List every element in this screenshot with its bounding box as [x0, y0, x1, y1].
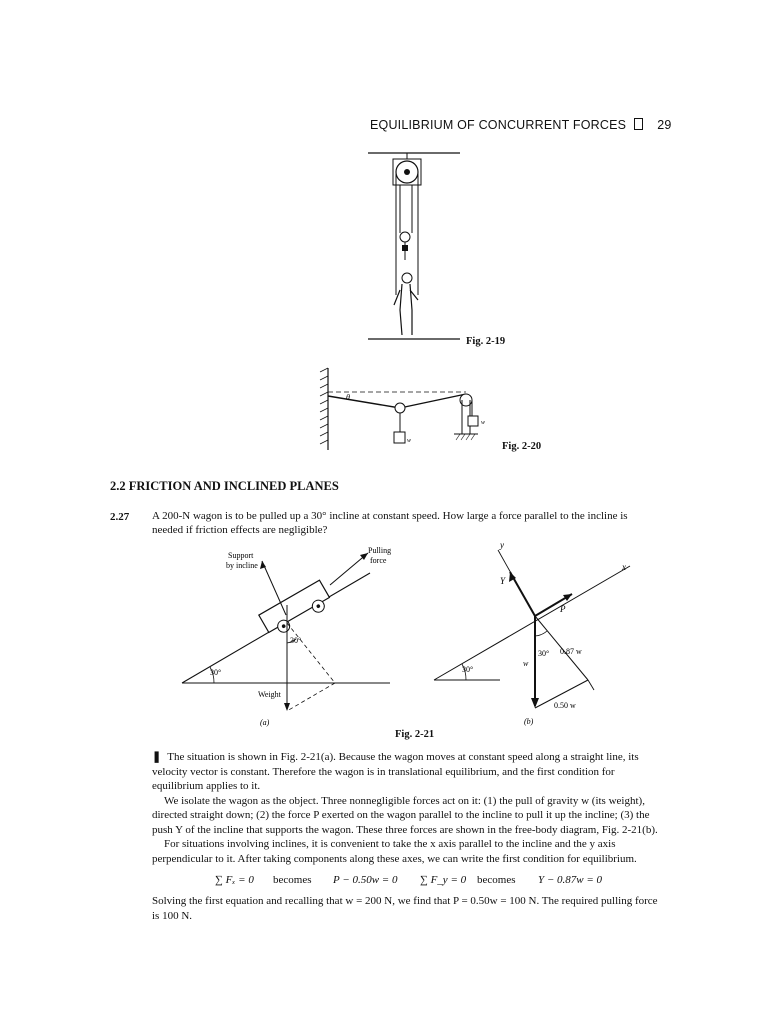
- figure-2-19-diagram: [360, 145, 480, 345]
- page-number: 29: [657, 118, 672, 132]
- fig-2-21a-angle-inline: 30°: [290, 636, 302, 645]
- figure-2-21b-diagram: [430, 540, 640, 730]
- equation-2-becomes: becomes: [477, 874, 516, 886]
- fig-2-21b-sublabel: (b): [524, 717, 534, 726]
- section-heading: 2.2 FRICTION AND INCLINED PLANES: [110, 479, 339, 493]
- fig-2-21a-pulling-2: force: [370, 556, 387, 565]
- figure-2-21a-diagram: [180, 545, 400, 730]
- fig-2-21a-support-1: Support: [228, 551, 254, 560]
- solution-paragraph-2: We isolate the wagon as the object. Three nonnegligible forces act on it: (1) the pull of gravity w (its weight), directed straight down; (2) the force P exerted on the wagon parallel to the incline to pull it up the incline; (3) the push Y of the incline that supports the wagon. These three forces are shown in the free-body diagram, Fig. 2-21(b).: [152, 794, 658, 836]
- fig-2-21a-weight: Weight: [258, 690, 281, 699]
- equation-1-rhs: P − 0.50w = 0: [333, 874, 398, 886]
- solution-paragraph-3: For situations involving inclines, it is convenient to take the x axis parallel to the incline and the y axis perpendicular to it. After taking components along these axes, we can write the first condition for equilibrium.: [152, 838, 637, 865]
- solution-body: [152, 750, 658, 866]
- fig-2-21b-angle-inline: 30°: [538, 649, 550, 658]
- fig-2-21b-comp-par: 0.50 w: [554, 701, 576, 710]
- figure-2-19-label: Fig. 2-19: [466, 336, 506, 347]
- fig-2-21b-angle-base: 30°: [462, 665, 474, 674]
- fig-2-21a-pulling-1: Pulling: [368, 546, 392, 555]
- fig-2-21a-angle-base: 30°: [210, 668, 222, 677]
- equation-2-rhs: Y − 0.87w = 0: [538, 874, 603, 886]
- section-box-icon: [634, 118, 643, 130]
- fig-2-21b-Y-label: Y: [500, 576, 506, 586]
- solution-paragraph-1: ❚ The situation is shown in Fig. 2-21(a). Because the wagon moves at constant speed along a straight line, its velocity vector is constant. Therefore the wagon is in translational equilibrium, and the first condition for equilibrium applies to it.: [152, 751, 639, 792]
- fig-2-21b-w-label: w: [523, 659, 529, 668]
- fig-2-21b-y-axis: y: [500, 540, 504, 550]
- figure-2-20-diagram: [316, 364, 506, 454]
- figure-2-20-label: Fig. 2-20: [502, 441, 542, 452]
- fig-2-20-weight-1: w: [407, 438, 412, 444]
- problem-number: 2.27: [110, 511, 130, 523]
- fig-2-20-angle: θ: [346, 393, 350, 402]
- fig-2-21a-sublabel: (a): [260, 718, 270, 727]
- equation-1-lhs: ∑ Fₓ = 0: [215, 874, 254, 886]
- fig-2-20-weight-2: w: [481, 420, 486, 426]
- problem-statement: A 200-N wagon is to be pulled up a 30° incline at constant speed. How large a force parallel to the incline is needed if friction effects are negligible?: [152, 510, 628, 536]
- solution-marker-icon: ❚: [152, 751, 162, 763]
- fig-2-21b-P-label: P: [560, 604, 566, 614]
- fig-2-21b-x-axis: x: [622, 562, 626, 572]
- fig-2-21b-comp-perp: 0.87 w: [560, 647, 582, 656]
- equation-1-becomes: becomes: [273, 874, 312, 886]
- solution-paragraph-4: Solving the first equation and recalling that w = 200 N, we find that P = 0.50w = 100 N. The required pulling force is 100 N.: [152, 895, 658, 922]
- equation-2-lhs: ∑ F_y = 0: [420, 874, 467, 886]
- running-head-title: EQUILIBRIUM OF CONCURRENT FORCES: [370, 118, 627, 132]
- fig-2-21a-support-2: by incline: [226, 561, 258, 570]
- figure-2-21-label: Fig. 2-21: [395, 729, 435, 740]
- running-head: [370, 118, 672, 132]
